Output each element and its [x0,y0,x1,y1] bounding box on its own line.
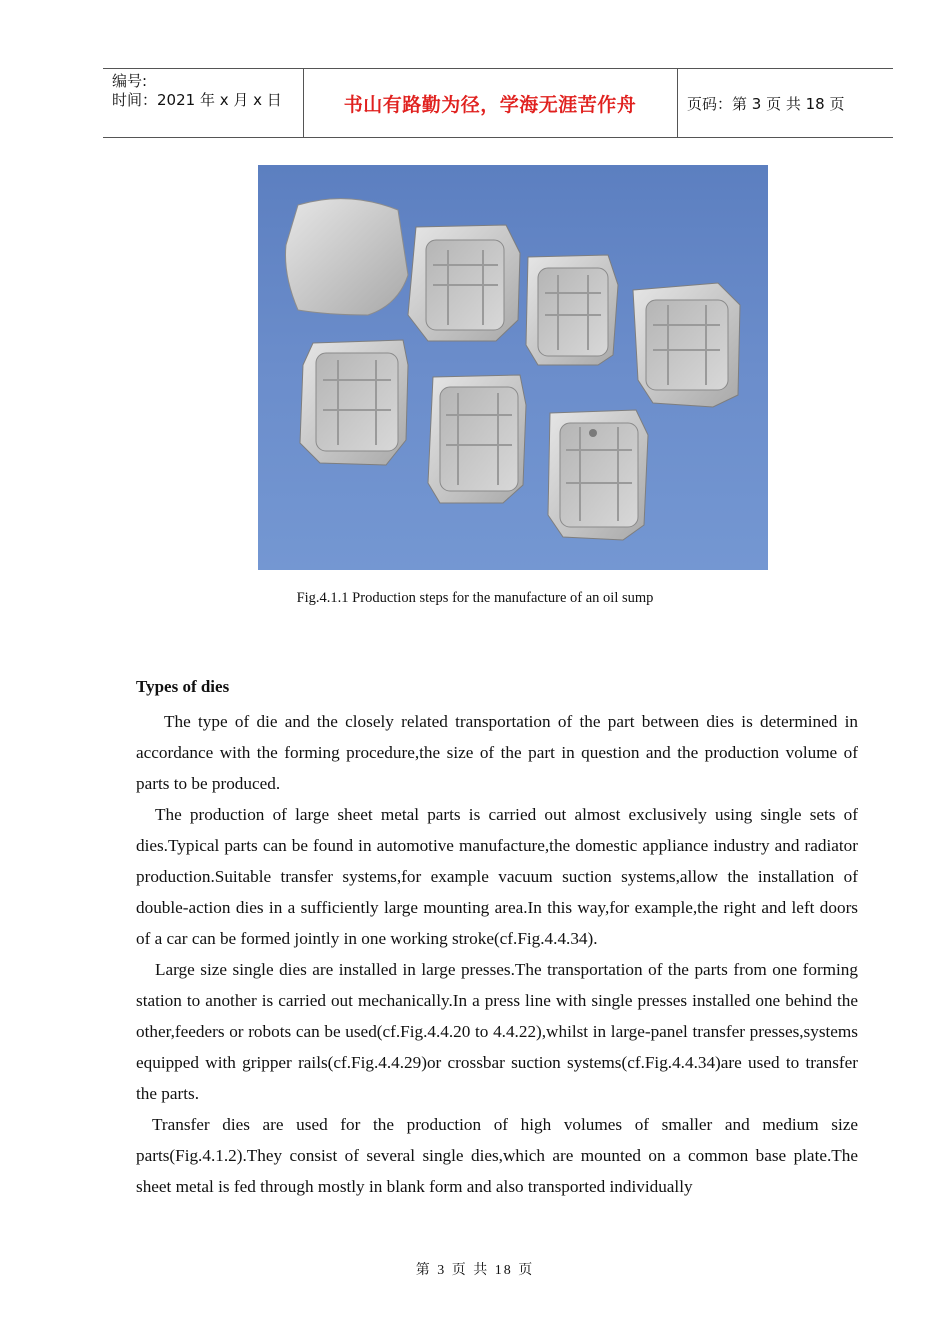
page-label: 页码：第 3 页 共 18 页 [687,94,845,113]
pan-3 [633,283,740,407]
oil-sump-illustration [258,165,768,570]
section-heading: Types of dies [136,677,230,696]
blank-sheet [286,199,409,315]
number-label: 编号: [112,72,148,90]
pan-4 [300,340,408,465]
figure-caption: Fig.4.1.1 Production steps for the manufacture of an oil sump [296,590,654,606]
header-page-cell [678,69,893,137]
paragraph: The type of die and the closely related transportation of the part between dies is determined in accordance with the forming procedure,the size of the part in question and the production volume of parts to be produced. [136,712,858,793]
oil-sump-photo [258,165,768,570]
pan-5 [428,375,526,503]
pan-1 [408,225,520,341]
document-header [103,68,893,138]
header-motto-cell [303,69,678,137]
paragraph: Large size single dies are installed in large presses.The transportation of the parts from one forming station to another is carried out mechanically.In a press line with single presses installed one behind the other,feeders or robots can be used(cf.Fig.4.4.20 to 4.4.22),whilst in large-panel transfer presses,systems equipped with gripper rails(cf.Fig.4.4.29)or crossbar suction systems(cf.Fig.4.4.34)are used to transfer the parts. [136,960,858,1103]
paragraph: Transfer dies are used for the production of high volumes of smaller and medium size parts(Fig.4.1.2).They consist of several single dies,which are mounted on a common base plate.The sheet metal is fed through mostly in blank form and also transported individually [136,1115,858,1196]
motto-text: 书山有路勤为径，学海无涯苦作舟 [343,93,637,116]
paragraph: The production of large sheet metal parts is carried out almost exclusively using single sets of dies.Typical parts can be found in automotive manufacture,the domestic appliance industry and radiator production.Suitable transfer systems,for example vacuum suction systems,allow the installation of double-action dies in a sufficiently large mounting area.In this way,for example,the right and left doors of a car can be formed jointly in one working stroke(cf.Fig.4.4.34). [136,805,858,948]
page-footer: 第 3 页 共 18 页 [415,1263,535,1278]
time-label: 时间：2021 年 x 月 x 日 [112,91,282,109]
pan-2 [526,255,618,365]
pan-6 [548,410,648,540]
body-text [136,706,858,1202]
header-info-cell [103,69,304,137]
